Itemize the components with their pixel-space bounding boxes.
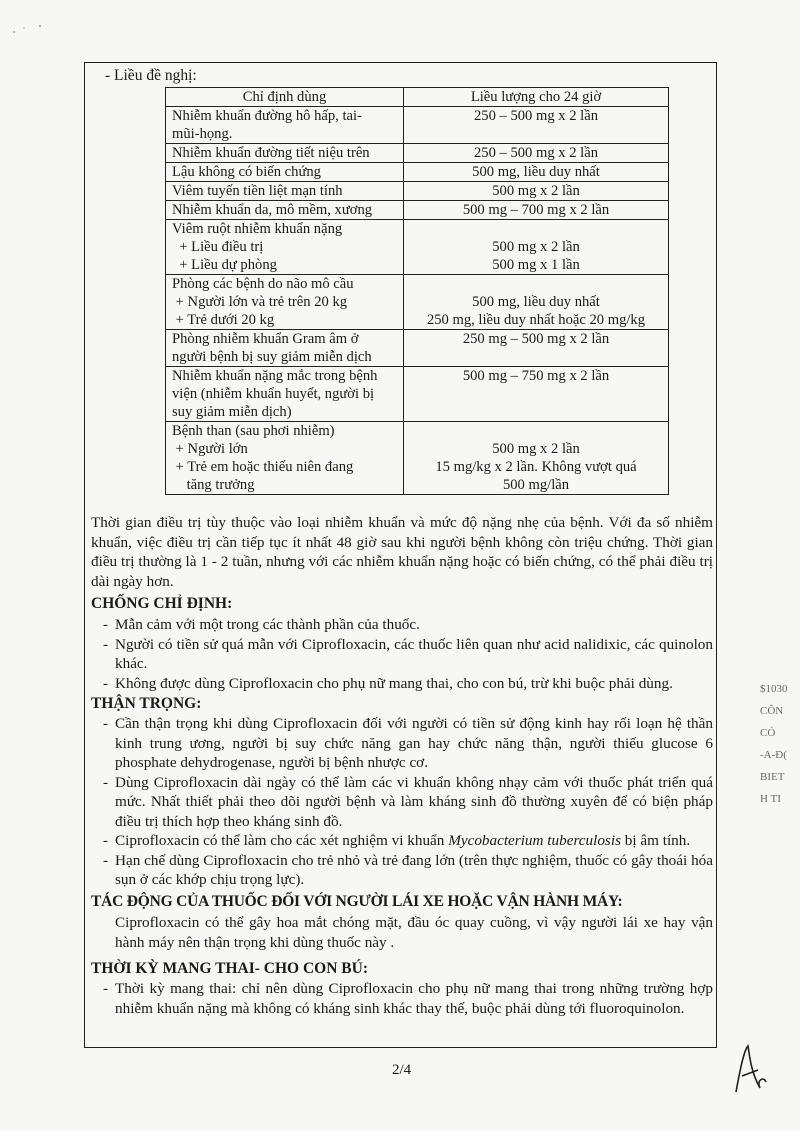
table-row [166, 182, 669, 201]
table-row [166, 275, 669, 330]
table-header-row [166, 88, 669, 107]
dose-line: 15 mg/kg x 2 lần. Không vượt quá [435, 459, 637, 475]
indication-line: Viêm ruột nhiễm khuẩn nặng [172, 221, 343, 237]
dose-line: 500 mg – 700 mg x 2 lần [462, 202, 610, 218]
margin-mark: BIET [760, 771, 785, 783]
indication-line: Viêm tuyến tiền liệt mạn tính [172, 183, 343, 199]
indication-line: + Liều điều trị [172, 239, 264, 255]
dose-line: 500 mg x 1 lần [492, 257, 580, 273]
table-row [166, 107, 669, 144]
table-row [166, 163, 669, 182]
dose-cell [404, 367, 669, 422]
indication-line: + Liều dự phòng [172, 257, 277, 273]
margin-mark: -A-Đ( [760, 749, 787, 761]
indication-line: Nhiễm khuẩn da, mô mềm, xương [172, 202, 373, 218]
dose-cell [404, 201, 669, 220]
table-header-dose: Liều lượng cho 24 giờ [404, 88, 669, 107]
list-item: - Mẫn cảm với một trong các thành phần của thuốc. [103, 616, 420, 633]
margin-mark: $1030 [760, 683, 788, 695]
indication-cell [166, 163, 404, 182]
indication-line: tăng trưởng [172, 477, 255, 493]
indication-line: Nhiễm khuẩn nặng mắc trong bệnh [172, 368, 378, 384]
driving-paragraph: Ciprofloxacin có thể gây hoa mắt chóng mặt, đầu óc quay cuồng, vì vậy người lái xe hay vận hành máy nên thận trọng khi dùng thuốc này . [115, 914, 713, 951]
page-number: 2/4 [392, 1062, 412, 1078]
indication-line: Phòng các bệnh do não mô cầu [172, 276, 354, 292]
dose-line: 500 mg x 2 lần [492, 239, 580, 255]
indication-line: Nhiễm khuẩn đường hô hấp, tai- [172, 108, 362, 124]
table-row [166, 201, 669, 220]
indication-line: Bệnh than (sau phơi nhiễm) [172, 423, 335, 439]
indication-line: Nhiễm khuẩn đường tiết niệu trên [172, 145, 370, 161]
dose-line: 500 mg x 2 lần [492, 441, 580, 457]
indication-line: + Trẻ dưới 20 kg [172, 312, 275, 328]
dose-cell [404, 330, 669, 367]
table-row [166, 144, 669, 163]
dose-cell [404, 107, 669, 144]
driving-heading: TÁC ĐỘNG CỦA THUỐC ĐỐI VỚI NGƯỜI LÁI XE HOẶC VẬN HÀNH MÁY: [91, 893, 623, 910]
contraindications-list [91, 615, 713, 693]
dose-cell [404, 144, 669, 163]
indication-cell [166, 220, 404, 275]
dose-line: 500 mg, liều duy nhất [472, 164, 600, 180]
dose-line: 250 mg, liều duy nhất hoặc 20 mg/kg [426, 312, 646, 328]
indication-cell [166, 275, 404, 330]
dose-cell [404, 220, 669, 275]
table-row [166, 330, 669, 367]
dose-line: 500 mg – 750 mg x 2 lần [462, 368, 610, 384]
signature-mark [730, 1040, 770, 1100]
indication-cell [166, 201, 404, 220]
table-row [166, 220, 669, 275]
dose-line [410, 275, 662, 293]
dose-line: 250 mg – 500 mg x 2 lần [462, 331, 610, 347]
margin-stamp-fragments [760, 678, 800, 810]
scan-specks [10, 20, 50, 40]
indication-line: Lậu không có biến chứng [172, 164, 321, 180]
table-header-indication: Chỉ định dùng [166, 88, 404, 107]
contraindications-heading: CHỐNG CHỈ ĐỊNH: [91, 595, 233, 612]
dose-line: 250 – 500 mg x 2 lần [473, 145, 599, 161]
dose-cell [404, 163, 669, 182]
list-item: - Thời kỳ mang thai: chỉ nên dùng Ciprofloxacin cho phụ nữ mang thai trong những trường hợp nhiễm khuẩn nặng mà không có kháng sinh khác thay thế, buộc phải dùng tới fluoroquinolon. [103, 980, 713, 1017]
indication-cell [166, 367, 404, 422]
indication-cell [166, 422, 404, 495]
indication-line: + Người lớn [172, 441, 248, 457]
pregnancy-heading: THỜI KỲ MANG THAI- CHO CON BÚ: [91, 960, 369, 977]
content-frame [84, 62, 717, 1048]
dosage-table [165, 87, 669, 495]
margin-mark: CÓ [760, 727, 776, 739]
dose-line [410, 422, 662, 440]
dose-cell [404, 275, 669, 330]
list-item: - Người có tiền sử quá mẫn với Ciprofloxacin, các thuốc liên quan như acid nalidixic, các quinolon khác. [103, 635, 713, 672]
dose-line: 500 mg, liều duy nhất [472, 294, 600, 310]
list-item: - Cần thận trọng khi dùng Ciprofloxacin đối với người có tiền sử động kinh hay rối loạn hệ thần kinh trung ương, người bị suy chức năng gan hay chức năng thận, người thiếu glucose 6 phosphate dehydrogenase, người bị bệnh nhược cơ. [103, 715, 713, 771]
indication-cell [166, 330, 404, 367]
margin-mark: CÔN [760, 705, 784, 717]
indication-cell [166, 144, 404, 163]
dose-line [410, 220, 662, 238]
table-row [166, 422, 669, 495]
indication-line: mũi-họng. [172, 126, 233, 142]
dose-line: 250 – 500 mg x 2 lần [473, 108, 599, 124]
list-item: - Ciprofloxacin có thể làm cho các xét nghiệm vi khuẩn Mycobacterium tuberculosis bị âm tính. [103, 832, 691, 849]
margin-mark: H TI [760, 793, 781, 805]
caution-list [91, 714, 713, 890]
indication-line: người bệnh bị suy giảm miễn dịch [172, 349, 372, 365]
caution-heading: THẬN TRỌNG: [91, 695, 202, 712]
indication-line: + Người lớn và trẻ trên 20 kg [172, 294, 348, 310]
table-row [166, 367, 669, 422]
dose-section-title: - Liều đề nghị: [105, 67, 197, 84]
list-item: - Hạn chế dùng Ciprofloxacin cho trẻ nhỏ và trẻ đang lớn (trên thực nghiệm, thuốc có gây thoái hóa sụn ở các khớp chịu trọng lực). [103, 851, 713, 888]
dose-cell [404, 422, 669, 495]
dose-cell [404, 182, 669, 201]
list-item: - Không được dùng Ciprofloxacin cho phụ nữ mang thai, cho con bú, trừ khi buộc phải dùng. [103, 674, 673, 692]
dose-line: 500 mg/lần [502, 477, 570, 493]
indication-cell [166, 107, 404, 144]
indication-line: suy giảm miễn dịch) [172, 404, 292, 420]
dose-line: 500 mg x 2 lần [492, 183, 580, 199]
indication-line: viện (nhiễm khuẩn huyết, người bị [172, 386, 375, 402]
indication-cell [166, 182, 404, 201]
duration-paragraph: Thời gian điều trị tùy thuộc vào loại nhiễm khuẩn và mức độ nặng nhẹ của bệnh. Với đa số nhiễm khuẩn, việc điều trị cần tiếp tục ít nhất 48 giờ sau khi người bệnh không còn triệu chứng. Thời gian điều trị thường là 1 - 2 tuần, nhưng với các nhiễm khuẩn nặng hoặc có biến chứng, có thể phải điều trị dài ngày hơn. [91, 514, 713, 590]
indication-line: + Trẻ em hoặc thiếu niên đang [172, 459, 354, 475]
indication-line: Phòng nhiễm khuẩn Gram âm ở [172, 331, 359, 347]
list-item: - Dùng Ciprofloxacin dài ngày có thể làm các vi khuẩn không nhạy cảm với thuốc phát triển quá mức. Nhất thiết phải theo dõi người bệnh và làm kháng sinh đồ thường xuyên để có biện pháp điều trị thích hợp theo kháng sinh đồ. [103, 773, 713, 830]
pregnancy-list [91, 979, 713, 1018]
